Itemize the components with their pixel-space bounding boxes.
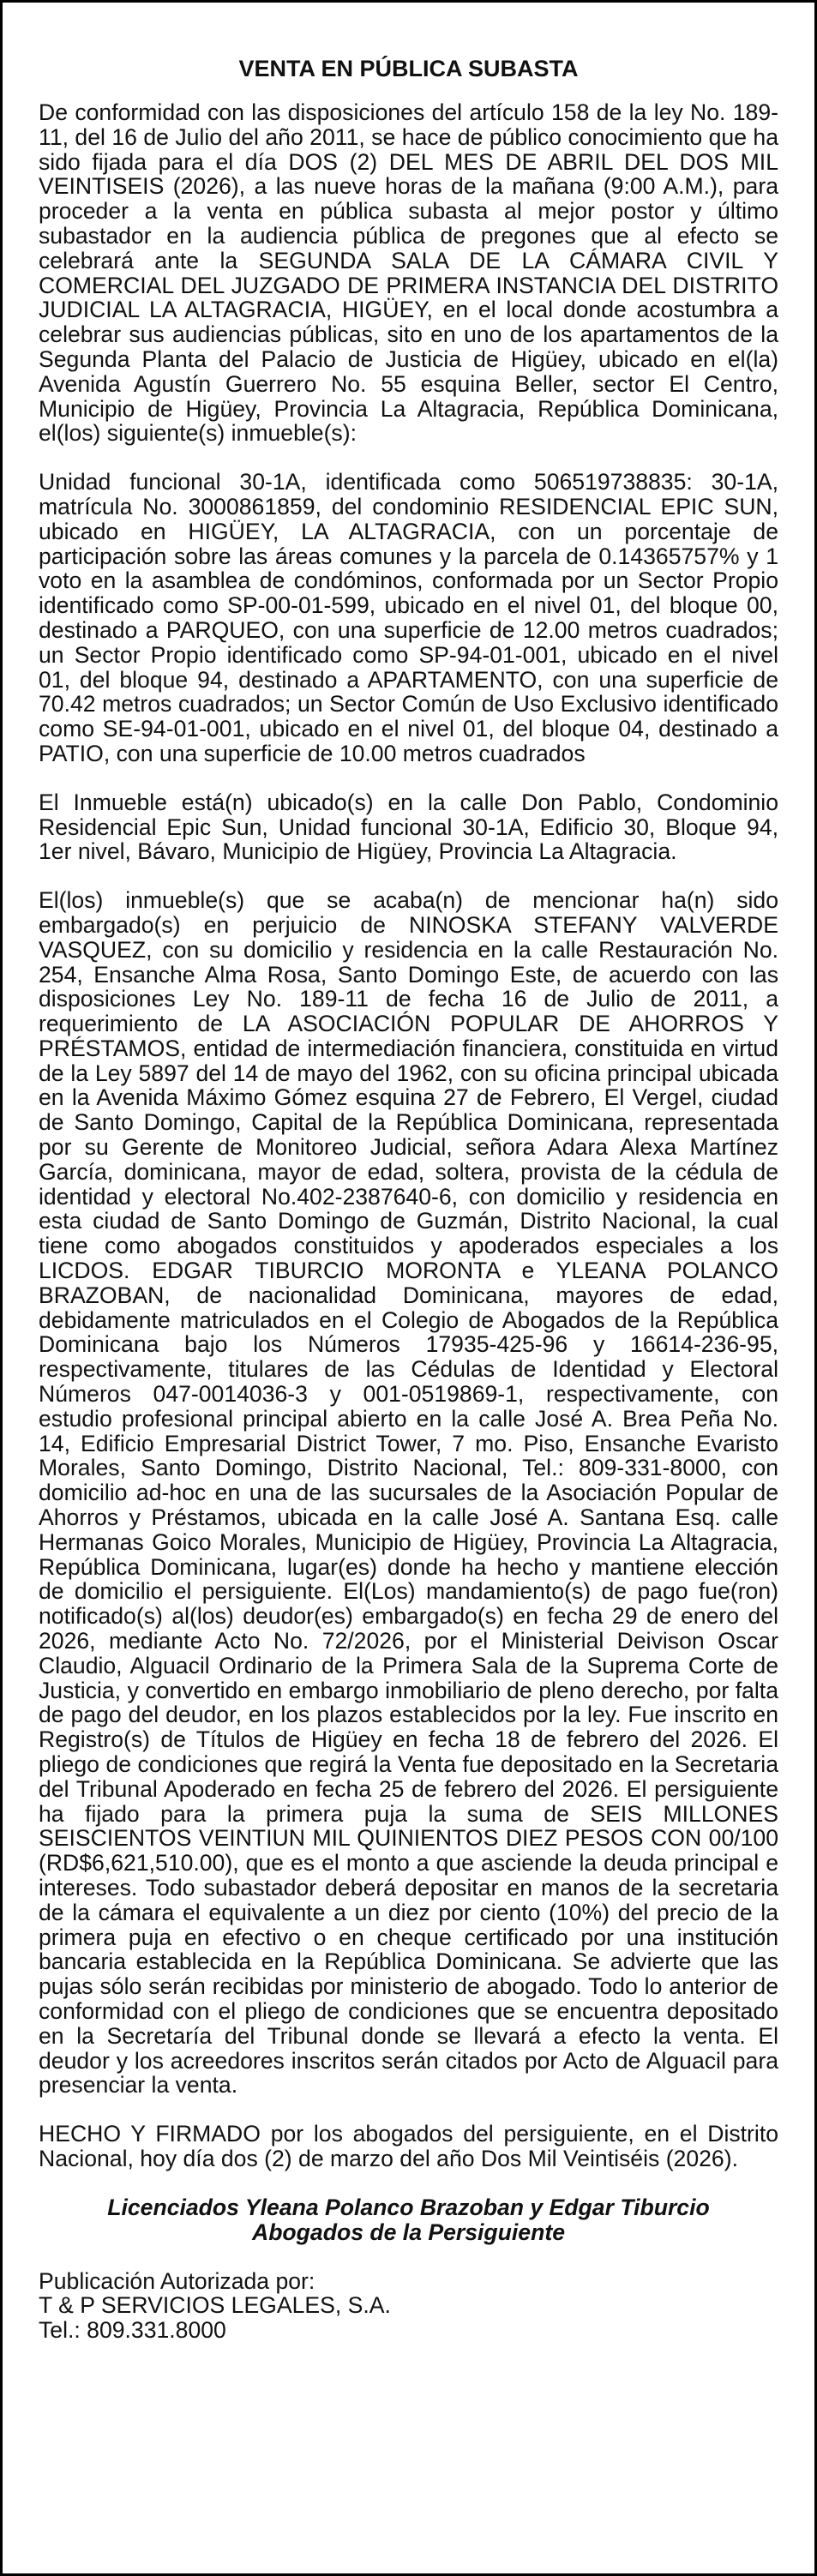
signature-block (39, 2195, 778, 2245)
paragraph-seizure-details: El(los) inmueble(s) que se acaba(n) de mencionar ha(n) sido embargado(s) en perjuicio de NINOSKA STEFANY VALVERDE VASQUEZ, con su domicilio y residencia en la calle Restauración No. 254, Ensanche Alma Rosa, Santo Domingo Este, de acuerdo con las disposiciones Ley No. 189-11 de fecha 16 de Julio de 2011, a requerimiento de LA ASOCIACIÓN POPULAR DE AHORROS Y PRÉSTAMOS, entidad de intermediación financiera, constituida en virtud de la Ley 5897 del 14 de mayo del 1962, con su oficina principal ubicada en la Avenida Máximo Gómez esquina 27 de Febrero, El Vergel, ciudad de Santo Domingo, Capital de la República Dominicana, representada por su Gerente de Monitoreo Judicial, señora Adara Alexa Martínez García, dominicana, mayor de edad, soltera, provista de la cédula de identidad y electoral No.402-2387640-6, con domicilio y residencia en esta ciudad de Santo Domingo de Guzmán, Distrito Nacional, la cual tiene como abogados constituidos y apoderados especiales a los LICDOS. EDGAR TIBURCIO MORONTA e YLEANA POLANCO BRAZOBAN, de nacionalidad Dominicana, mayores de edad, debidamente matriculados en el Colegio de Abogados de la República Dominicana bajo los Números 17935-425-96 y 16614-236-95, respectivamente, titulares de las Cédulas de Identidad y Electoral Números 047-0014036-3 y 001-0519869-1, respectivamente, con estudio profesional principal abierto en la calle José A. Brea Peña No. 14, Edificio Empresarial District Tower, 7 mo. Piso, Ensanche Evaristo Morales, Santo Domingo, Distrito Nacional, Tel.: 809-331-8000, con domicilio ad-hoc en una de las sucursales de la Asociación Popular de Ahorros y Préstamos, ubicada en la calle José A. Santana Esq. calle Hermanas Goico Morales, Municipio de Higüey, Provincia La Altagracia, República Dominicana, lugar(es) donde ha hecho y mantiene elección de domicilio el persiguiente. El(Los) mandamiento(s) de pago fue(ron) notificado(s) al(los) deudor(es) embargado(s) en fecha 29 de enero del 2026, mediante Acto No. 72/2026, por el Ministerial Deivison Oscar Claudio, Alguacil Ordinario de la Primera Sala de la Suprema Corte de Justicia, y convertido en embargo inmobiliario de pleno derecho, por falta de pago del deudor, en los plazos establecidos por la ley. Fue inscrito en Registro(s) de Títulos de Higüey en fecha 18 de febrero del 2026. El pliego de condiciones que regirá la Venta fue depositado en la Secretaria del Tribunal Apoderado en fecha 25 de febrero del 2026. El persiguiente ha fijado para la primera puja la suma de SEIS MILLONES SEISCIENTOS VEINTIUN MIL QUINIENTOS DIEZ PESOS CON 00/100 (RD$6,621,510.00), que es el monto a que asciende la deuda principal e intereses. Todo subastador deberá depositar en manos de la secretaria de la cámara el equivalente a un diez por ciento (10%) del precio de la primera puja en efectivo o en cheque certificado por una institución bancaria establecida en la República Dominicana. Se advierte que las pujas sólo serán recibidas por ministerio de abogado. Todo lo anterior de conformidad con el pliego de condiciones que se encuentra depositado en la Secretaría del Tribunal donde se llevará a efecto la venta. El deudor y los acreedores inscritos serán citados por Acto de Alguacil para presenciar la venta. (39, 887, 778, 2099)
publication-authorized: Publicación Autorizada por: (39, 2267, 315, 2294)
signature-role: Abogados de la Persiguiente (251, 2219, 565, 2245)
signature-names: Licenciados Yleana Polanco Brazoban y Edgar Tiburcio (107, 2194, 710, 2220)
paragraph-announcement: De conformidad con las disposiciones del artículo 158 de la ley No. 189-11, del 16 de Julio del año 2011, se hace de público conocimiento que ha sido fijada para el día DOS (2) DEL MES DE ABRIL DEL DOS MIL VEINTISEIS (2026), a las nueve horas de la mañana (9:00 A.M.), para proceder a la venta en pública subasta al mejor postor y último subastador en la audiencia pública de pregones que al efecto se celebrará ante la SEGUNDA SALA DE LA CÁMARA CIVIL Y COMERCIAL DEL JUZGADO DE PRIMERA INSTANCIA DEL DISTRITO JUDICIAL LA ALTAGRACIA, HIGÜEY, en el local donde acostumbra a celebrar sus audiencias públicas, sito en uno de los apartamentos de la Segunda Planta del Palacio de Justicia de Higüey, ubicado en el(la) Avenida Agustín Guerrero No. 55 esquina Beller, sector El Centro, Municipio de Higüey, Provincia La Altagracia, República Dominicana, el(los) siguiente(s) inmueble(s): (39, 99, 778, 447)
publication-block (39, 2269, 778, 2343)
publication-company: T & P SERVICIOS LEGALES, S.A. (39, 2292, 391, 2319)
paragraph-property-description: Unidad funcional 30-1A, identificada como 506519738835: 30-1A, matrícula No. 3000861859, del condominio RESIDENCIAL EPIC SUN, ubicado en HIGÜEY, LA ALTAGRACIA, con un porcentaje de participación sobre las áreas comunes y la parcela de 0.14365757% y 1 voto en la asamblea de condóminos, conformada por un Sector Propio identificado como SP-00-01-599, ubicado en el nivel 01, del bloque 00, destinado a PARQUEO, con una superficie de 12.00 metros cuadrados; un Sector Propio identificado como SP-94-01-001, ubicado en el nivel 01, del bloque 94, destinado a APARTAMENTO, con una superficie de 70.42 metros cuadrados; un Sector Común de Uso Exclusivo identificado como SE-94-01-001, ubicado en el nivel 01, del bloque 04, destinado a PATIO, con una superficie de 10.00 metros cuadrados (39, 469, 778, 766)
paragraph-signed: HECHO Y FIRMADO por los abogados del persiguiente, en el Distrito Nacional, hoy día dos (2) de marzo del año Dos Mil Veintiséis (2026). (39, 2121, 778, 2171)
paragraph-property-location: El Inmueble está(n) ubicado(s) en la calle Don Pablo, Condominio Residencial Epic Sun, Unidad funcional 30-1A, Edificio 30, Bloque 94, 1er nivel, Bávaro, Municipio de Higüey, Provincia La Altagracia. (39, 789, 778, 865)
notice-title: VENTA EN PÚBLICA SUBASTA (238, 56, 579, 81)
publication-phone: Tel.: 809.331.8000 (39, 2316, 226, 2343)
